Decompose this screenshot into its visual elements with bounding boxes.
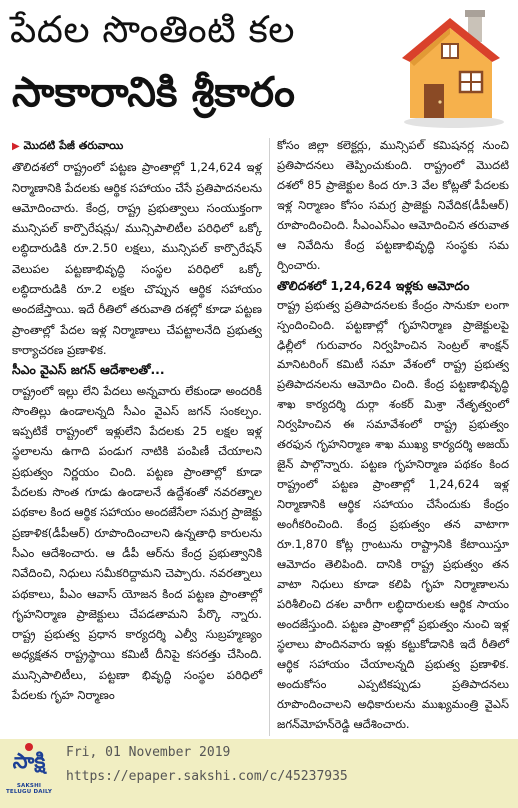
footer: [0, 739, 518, 808]
epaper-link[interactable]: https://epaper.sakshi.com/c/45237935: [66, 769, 348, 784]
headline-line-2: సాకారానికి శ్రీకారం: [12, 68, 295, 116]
column-divider: [269, 138, 270, 736]
house-icon: [388, 4, 514, 130]
red-triangle-icon: ▶: [12, 141, 20, 152]
article-paragraph: రాష్ట్రంలో ఇల్లు లేని పేదలు అన్నవారు లేకుండా అందరికీ సొంతిల్లు ఉండాలన్నది సీఎం వైఎస్ జగన్ సంకల్పం. ఇప్పటికే రాష్ట్రంలో ఇళ్లులేని పేదలకు 25 లక్షల ఇళ్ల స్థలాలను ఉగాది పండుగ నాటికి పంపిణీ చేయాలని ప్రభుత్వం నిర్ణయం చింది. పట్టణ ప్రాంతాల్లో కూడా పేదలకు సొంత గూడు ఉండాలనే ఉద్దేశంతో నవరత్నాల పథకాల కింద ఆర్థిక సహాయం అందజేసేలా సమగ్ర ప్రాజెక్టు ప్రణాళిక(డీపీఆర్) రూపొందించాలని ఉన్నతాధి కారులను సీఎం ఆదేశించారు. ఆ డీపీ ఆర్‌ను కేంద్ర ప్రభుత్వానికి నివేదించి, నిధులు సమీకరిద్దామని చెప్పారు. నవరత్నాలు పథకాలు, పీఎం ఆవాస్ యోజన కింద పట్టణ ప్రాంతాల్లో గృహనిర్మాణ ప్రాజెక్టులు చేపడతామని పేర్కొ న్నారు. రాష్ట్ర ప్రభుత్వ ప్రధాన కార్యదర్శి ఎల్వీ సుబ్రహ్మణ్యం అధ్యక్షతన రాష్ట్రస్థాయి కమిటీ దీనిపై కసరత్తు చేసింది. మున్సిపాలిటీలు, పట్టణా భివృద్ధి సంస్థల పరిధిలో పేదలకు గృహ నిర్మాణం: [12, 383, 262, 703]
logo-subtext: SAKSHI TELUGU DAILY: [5, 783, 53, 795]
continued-label: [12, 136, 262, 157]
edition-date: Fri, 01 November 2019: [66, 745, 231, 760]
headline-line-1: పేదల సొంతింటి కల: [10, 8, 296, 51]
logo-text: సాక్షి: [12, 749, 46, 773]
article-paragraph: రాష్ట్ర ప్రభుత్వ ప్రతిపాదనలకు కేంద్రం సానుకూ లంగా స్పందించింది. పట్టణాల్లో గృహనిర్మాణ ప్రాజెక్టులపై ఢిల్లీలో గురువారం నిర్వహించిన సెంట్రల్ శాంక్షన్ మానిటరింగ్ కమిటీ సమా వేశంలో రాష్ట్ర ప్రభుత్వ ప్రతిపాదనలను ఆమోదిం చింది. కేంద్ర పట్టణాభివృద్ధి శాఖ కార్యదర్శి దుర్గా శంకర్ మిశ్రా నేతృత్వంలో నిర్వహించిన ఈ సమావేశంలో రాష్ట్ర ప్రభుత్వం తరఫున గృహనిర్మాణ శాఖ ముఖ్య కార్యదర్శి అజయ్ జైన్ పాల్గొన్నారు. పట్టణ గృహనిర్మాణ పథకం కింద రాష్ట్రంలో పట్టణ ప్రాంతాల్లో 1,24,624 ఇళ్ల నిర్మాణానికి ఆర్థిక సహాయం చేసేందుకు కేంద్రం అంగీకరించింది. కేంద్ర ప్రభుత్వం తన వాటాగా రూ.1,870 కోట్ల గ్రాంటును రాష్ట్రానికి కేటాయిస్తూ ఆమోదం తెలిపింది. దానికి రాష్ట్ర ప్రభుత్వం తన వాటా నిధులు కూడా కలిపి గృహ నిర్మాణాలను పరిశీలించి దశల వారీగా లబ్ధిదారులకు ఆర్థిక సాయం అందజేస్తుంది. పట్టణ ప్రాంతాల్లో ప్రభుత్వం నుంచి ఇళ్ల స్థలాలు పొందినవారు ఇళ్లు కట్టుకోడానికి ఇదే రీతిలో ఆర్థిక సహాయం చేయాలన్నది ప్రభుత్వ ప్రణాళిక. అందుకోసం ఎప్పటికప్పుడు ప్రతిపాదనలు రూపొందించాలని అధికారులను ముఖ్యమంత్రి వైఎస్ జగన్‌మోహన్‌రెడ్డి ఆదేశించారు.: [277, 297, 509, 731]
right-column: [277, 136, 509, 735]
headline: [0, 0, 518, 132]
subheading: తొలిదశలో 1,24,624 ఇళ్లకు ఆమోదం: [277, 277, 470, 293]
continued-label-text: మొదటి పేజీ తరువాయి: [23, 139, 124, 152]
subheading: సీఎం వైఎస్ జగన్ ఆదేశాలతో...: [12, 362, 165, 378]
article-paragraph: తొలిదశలో రాష్ట్రంలో పట్టణ ప్రాంతాల్లో 1,24,624 ఇళ్ల నిర్మాణానికి పేదలకు ఆర్థిక సహాయం చేసే ప్రతిపాదనలను ఆమోదించారు. కేంద్ర, రాష్ట్ర ప్రభుత్వాలు సంయుక్తంగా మున్సిపల్ కార్పొరేషన్లు/ మున్సిపాలిటీల పరిధిలో ఒక్కో లబ్ధిదారుడికి రూ.2.50 లక్షలు, మున్సిపల్ కార్పొరేషన్ వెలుపల పట్టణాభివృద్ధి సంస్థల పరిధిలో ఒక్కో లబ్ధిదారుడికి రూ.2 లక్షల చొప్పున ఆర్థిక సహాయం అందజేస్తాయి. ఇదే రీతిలో తరువాతి దశల్లో కూడా పట్టణ ప్రాంతాల్లో పేదల ఇళ్ల నిర్మాణాలు చేపట్టాలనేది ప్రభుత్వ కార్యాచరణ ప్రణాళిక.: [12, 160, 262, 357]
article-paragraph: కోసం జిల్లా కలెక్టర్లు, మున్సిపల్ కమిషనర్ల నుంచి ప్రతిపాదనలు తెప్పించుకుంది. రాష్ట్రంలో మొదటి దశలో 85 ప్రాజెక్టుల కింద రూ.3 వేల కోట్లతో పేదలకు ఇళ్ల నిర్మాణం కోసం సమగ్ర ప్రాజెక్టు నివేదిక(డీపీఆర్) రూపొందించింది. సీఎంఎస్‌ఎం ఆమోదించిన తరువాత ఆ నివేదిను కేంద్ర పట్టణాభివృద్ధి సంస్థకు సమ ర్పించారు.: [277, 138, 509, 272]
left-column: [12, 136, 262, 705]
sakshi-logo: [4, 743, 54, 803]
